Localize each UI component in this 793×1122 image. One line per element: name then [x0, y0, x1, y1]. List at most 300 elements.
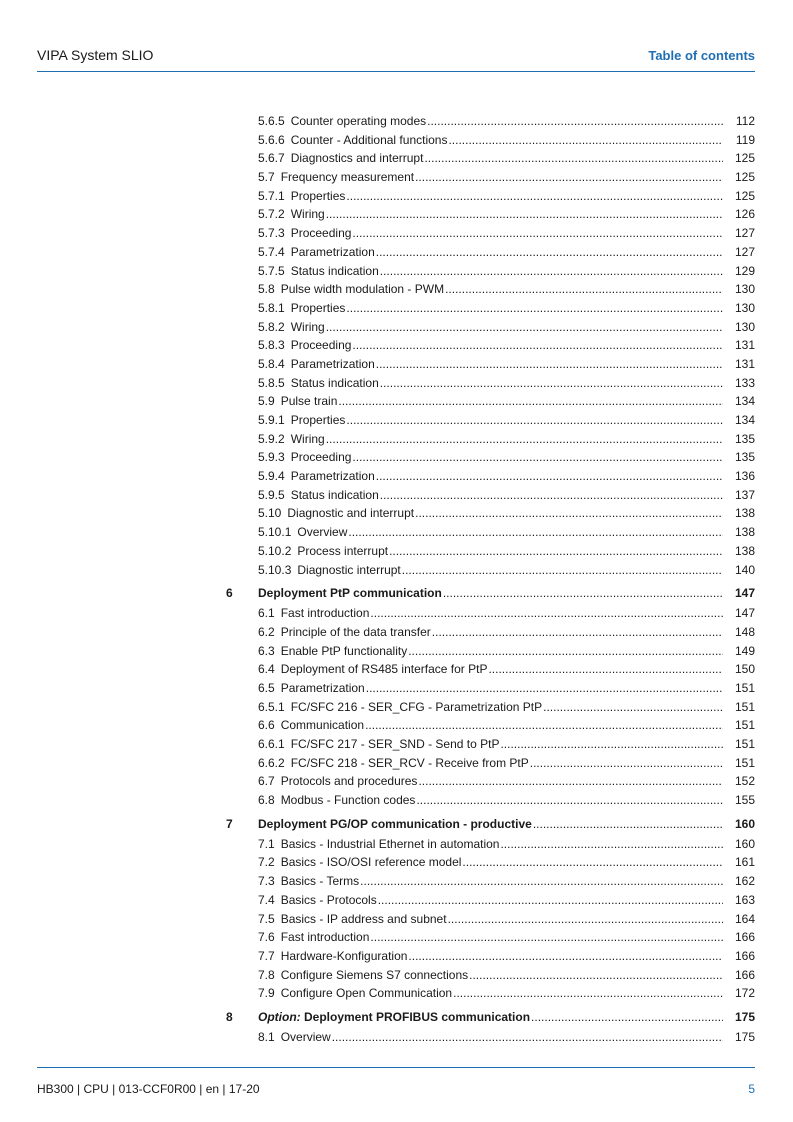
toc-entry-number: 5.10.3: [258, 562, 292, 577]
toc-page-number: 160: [734, 816, 755, 831]
toc-entry-title: [258, 1028, 332, 1047]
toc-entry-title: [258, 966, 469, 985]
toc-entry-title: [258, 486, 380, 505]
toc-entry-number: 6.5: [258, 680, 275, 695]
toc-leader: [258, 430, 723, 449]
toc-entry-title: [258, 205, 326, 224]
toc-entry[interactable]: [0, 392, 793, 411]
toc-entry-text: FC/SFC 217 - SER_SND - Send to PtP: [290, 737, 500, 751]
dot-leader: [469, 966, 723, 985]
toc-entry[interactable]: [0, 623, 793, 642]
toc-leader: [258, 149, 723, 168]
toc-entry[interactable]: [0, 355, 793, 374]
dot-leader: [366, 679, 723, 698]
toc-entry-text: Wiring: [290, 319, 325, 334]
toc-entry[interactable]: [0, 112, 793, 131]
toc-entry-number: 6.2: [258, 624, 275, 639]
dot-leader: [376, 467, 723, 486]
toc-entry-title: [258, 754, 530, 773]
toc-page-number: 147: [734, 606, 755, 621]
toc-entry-number: 6.6.2: [258, 755, 285, 770]
toc-entry-title: [258, 716, 365, 735]
toc-entry-number: 5.7.4: [258, 244, 285, 259]
toc-entry[interactable]: [0, 542, 793, 561]
dot-leader: [530, 754, 723, 773]
toc-chapter-entry[interactable]: [0, 814, 793, 835]
toc-entry[interactable]: [0, 243, 793, 262]
toc-leader: [258, 835, 723, 854]
toc-entry-title: [258, 910, 448, 929]
toc-entry-number: 7.2: [258, 855, 275, 870]
toc-entry-number: 5.8.4: [258, 356, 285, 371]
dot-leader: [543, 698, 723, 717]
toc-entry[interactable]: [0, 149, 793, 168]
toc-entry[interactable]: [0, 642, 793, 661]
toc-entry-title: [258, 814, 533, 835]
toc-entry-title: [258, 623, 432, 642]
toc-entry-title: [258, 318, 326, 337]
toc-entry-number: 5.7.1: [258, 188, 285, 203]
toc-entry-title: [258, 149, 424, 168]
dot-leader: [376, 243, 723, 262]
header-divider: [37, 71, 755, 72]
toc-leader: [258, 791, 723, 810]
dot-leader: [346, 411, 723, 430]
toc-entry-text: Basics - ISO/OSI reference model: [280, 855, 462, 870]
dot-leader: [338, 392, 723, 411]
toc-entry[interactable]: [0, 604, 793, 623]
toc-leader: [258, 772, 723, 791]
toc-page-number: 135: [734, 450, 755, 465]
dot-leader: [380, 262, 723, 281]
toc-leader: [258, 411, 723, 430]
toc-entry[interactable]: [0, 891, 793, 910]
toc-entry-number: 6.3: [258, 643, 275, 658]
toc-entry-title: [258, 872, 360, 891]
toc-entry-number: 5.6.5: [258, 114, 285, 128]
toc-leader: [258, 262, 723, 281]
dot-leader: [448, 131, 723, 150]
dot-leader: [500, 835, 723, 854]
toc-entry-text: Deployment PROFIBUS communication: [304, 1009, 531, 1024]
toc-entry-number: 5.10.1: [258, 525, 292, 540]
toc-entry-title: [258, 131, 448, 150]
toc-entry-number: 7.7: [258, 948, 275, 963]
dot-leader: [326, 430, 723, 449]
toc-entry-text: Status indication: [290, 375, 379, 390]
toc-entry-text: Diagnostic interrupt: [297, 562, 401, 577]
toc-entry-text: Parametrization: [290, 244, 375, 259]
dot-leader: [365, 716, 723, 735]
dot-leader: [488, 660, 723, 679]
toc-page-number: 166: [734, 967, 755, 982]
toc-entry-text: Status indication: [290, 487, 379, 502]
toc-entry-number: 5.7: [258, 170, 275, 185]
dot-leader: [443, 583, 723, 604]
toc-entry-text: Communication: [280, 718, 365, 733]
toc-leader: [258, 947, 723, 966]
dot-leader: [380, 486, 723, 505]
toc-page-number: 162: [734, 874, 755, 889]
toc-entry[interactable]: [0, 835, 793, 854]
toc-entry[interactable]: [0, 467, 793, 486]
toc-entry-text: Deployment PtP communication: [258, 586, 442, 601]
toc-entry-text: FC/SFC 218 - SER_RCV - Receive from PtP: [290, 755, 529, 770]
toc-page-number: 140: [734, 562, 755, 577]
toc-entry-text: Basics - IP address and subnet: [280, 911, 447, 926]
toc-entry-title: [258, 679, 366, 698]
toc-entry[interactable]: [0, 660, 793, 679]
dot-leader: [326, 205, 723, 224]
toc-entry[interactable]: [0, 735, 793, 754]
toc-entry-number: 5.8.1: [258, 300, 285, 315]
toc-entry-title: [258, 660, 488, 679]
toc-entry[interactable]: [0, 318, 793, 337]
toc-entry-number: 5.8.5: [258, 375, 285, 390]
toc-leader: [258, 853, 723, 872]
toc-page-number: 127: [734, 244, 755, 259]
toc-entry-title: [258, 791, 416, 810]
toc-page-number: 131: [734, 356, 755, 371]
toc-entry[interactable]: [0, 984, 793, 1003]
toc-entry-number: 5.9.5: [258, 487, 285, 502]
dot-leader: [448, 910, 723, 929]
toc-page-number: 148: [734, 624, 755, 639]
toc-page-number: 127: [734, 226, 755, 241]
toc-leader: [258, 355, 723, 374]
toc-page-number: 163: [734, 892, 755, 907]
toc-entry-text: Properties: [290, 300, 346, 315]
toc-entry[interactable]: [0, 679, 793, 698]
toc-entry-title: [258, 355, 376, 374]
toc-entry[interactable]: [0, 947, 793, 966]
toc-entry-number: 5.9.4: [258, 469, 285, 484]
toc-page-number: 137: [734, 487, 755, 502]
toc-entry-number: 7.4: [258, 892, 275, 907]
toc-entry-number: 6.6.1: [258, 737, 285, 751]
toc-entry-text: Basics - Protocols: [280, 892, 377, 907]
toc-entry-title: [258, 392, 338, 411]
toc-entry-text: Diagnostics and interrupt: [290, 151, 424, 166]
toc-entry[interactable]: [0, 910, 793, 929]
toc-leader: [258, 280, 723, 299]
toc-page-number: 131: [734, 338, 755, 353]
toc-leader: [258, 698, 723, 717]
dot-leader: [418, 772, 723, 791]
toc-page-number: 147: [734, 586, 755, 601]
toc-entry-text: Basics - Terms: [280, 874, 360, 889]
toc-entry-title: [258, 642, 408, 661]
toc-leader: [258, 131, 723, 150]
toc-page-number: 151: [734, 755, 755, 770]
toc-chapter-number: 8: [226, 1009, 233, 1024]
toc-entry-title: [258, 224, 352, 243]
toc-entry[interactable]: [0, 791, 793, 810]
toc-entry-title: [258, 411, 346, 430]
toc-page-number: 151: [734, 737, 755, 751]
toc-entry-text: Fast introduction: [280, 930, 370, 945]
dot-leader: [370, 604, 723, 623]
toc-entry-text: Configure Open Communication: [280, 986, 453, 1001]
dot-leader: [427, 112, 723, 131]
dot-leader: [346, 187, 723, 206]
toc-page-number: 164: [734, 911, 755, 926]
toc-entry[interactable]: [0, 299, 793, 318]
toc-page-number: 125: [734, 188, 755, 203]
toc-entry-text: Principle of the data transfer: [280, 624, 431, 639]
toc-leader: [258, 814, 723, 835]
toc-entry[interactable]: [0, 374, 793, 393]
toc-entry[interactable]: [0, 504, 793, 523]
toc-entry-number: 5.7.5: [258, 263, 285, 278]
toc-entry-prefix: Option:: [258, 1009, 301, 1024]
toc-entry-number: 5.10: [258, 506, 282, 521]
toc-entry-text: Overview: [280, 1029, 331, 1044]
toc-page-number: 125: [734, 151, 755, 166]
toc-entry[interactable]: [0, 168, 793, 187]
toc-entry[interactable]: [0, 187, 793, 206]
toc-entry-title: [258, 262, 380, 281]
toc-entry-title: [258, 947, 408, 966]
toc-leader: [258, 542, 723, 561]
dot-leader: [408, 947, 723, 966]
toc-entry-text: Deployment of RS485 interface for PtP: [280, 662, 488, 677]
toc-leader: [258, 891, 723, 910]
toc-leader: [258, 735, 723, 754]
toc-entry-text: FC/SFC 216 - SER_CFG - Parametrization PtP: [290, 699, 543, 714]
toc-entry[interactable]: [0, 561, 793, 580]
dot-leader: [380, 374, 723, 393]
toc-entry-title: [258, 698, 543, 717]
toc-entry-title: [258, 735, 500, 754]
toc-entry-number: 5.9.3: [258, 450, 285, 465]
toc-page-number: 133: [734, 375, 755, 390]
toc-page-number: 138: [734, 525, 755, 540]
toc-entry[interactable]: [0, 698, 793, 717]
toc-entry[interactable]: [0, 754, 793, 773]
toc-page-number: 135: [734, 431, 755, 446]
toc-entry-title: [258, 374, 380, 393]
toc-leader: [258, 374, 723, 393]
toc-page-number: 175: [734, 1009, 755, 1024]
toc-entry-text: Parametrization: [290, 356, 375, 371]
footer-doc-id: HB300 | CPU | 013-CCF0R00 | en | 17-20: [37, 1082, 260, 1096]
toc-chapter-number: 6: [226, 586, 233, 601]
toc-entry[interactable]: [0, 966, 793, 985]
toc-page-number: 149: [734, 643, 755, 658]
toc-leader: [258, 910, 723, 929]
toc-entry-title: [258, 187, 346, 206]
toc-entry-title: [258, 504, 415, 523]
toc-page-number: 130: [734, 319, 755, 334]
toc-leader: [258, 583, 723, 604]
toc-leader: [258, 966, 723, 985]
toc-leader: [258, 604, 723, 623]
toc-leader: [258, 205, 723, 224]
toc-entry-number: 5.10.2: [258, 543, 292, 558]
toc-entry-text: Modbus - Function codes: [280, 793, 416, 808]
toc-entry-number: 6.4: [258, 662, 275, 677]
toc-page-number: 119: [735, 132, 755, 147]
dot-leader: [352, 224, 723, 243]
table-of-contents: [0, 112, 793, 1047]
toc-entry-number: 5.8.2: [258, 319, 285, 334]
toc-entry-title: [258, 891, 378, 910]
toc-entry[interactable]: [0, 430, 793, 449]
dot-leader: [415, 168, 723, 187]
toc-page-number: 166: [734, 948, 755, 963]
toc-entry-number: 7.5: [258, 911, 275, 926]
toc-entry-text: Frequency measurement: [280, 170, 415, 185]
toc-entry-number: 6.7: [258, 774, 275, 789]
toc-entry-text: Protocols and procedures: [280, 774, 418, 789]
toc-leader: [258, 716, 723, 735]
toc-entry-text: Parametrization: [290, 469, 375, 484]
toc-entry-text: Counter - Additional functions: [290, 132, 448, 147]
toc-entry-text: Wiring: [290, 207, 325, 222]
toc-entry-title: [258, 448, 352, 467]
footer-page-number: 5: [748, 1082, 755, 1096]
dot-leader: [453, 984, 723, 1003]
toc-entry[interactable]: [0, 336, 793, 355]
toc-entry-text: Process interrupt: [297, 543, 389, 558]
toc-entry-text: Counter operating modes: [290, 114, 427, 128]
toc-entry-number: 5.9.1: [258, 413, 285, 427]
toc-entry[interactable]: [0, 448, 793, 467]
toc-entry-title: [258, 336, 352, 355]
toc-entry-text: Proceeding: [290, 450, 352, 465]
toc-entry-text: Pulse train: [280, 394, 338, 409]
toc-entry[interactable]: [0, 1028, 793, 1047]
toc-entry-number: 5.9.2: [258, 431, 285, 446]
toc-page-number: 126: [734, 207, 755, 222]
toc-leader: [258, 642, 723, 661]
toc-entry[interactable]: [0, 716, 793, 735]
toc-entry-number: 7.6: [258, 930, 275, 945]
toc-entry-text: Basics - Industrial Ethernet in automation: [280, 836, 500, 851]
toc-entry-text: Status indication: [290, 263, 379, 278]
toc-page-number: 136: [734, 469, 755, 484]
toc-leader: [258, 318, 723, 337]
toc-page-number: 112: [735, 114, 755, 128]
toc-page-number: 161: [734, 855, 755, 870]
toc-page-number: 138: [734, 543, 755, 558]
toc-entry-title: [258, 467, 376, 486]
toc-entry-number: 7.3: [258, 874, 275, 889]
toc-entry-text: Parametrization: [280, 680, 365, 695]
toc-leader: [258, 224, 723, 243]
toc-entry[interactable]: [0, 928, 793, 947]
dot-leader: [533, 814, 723, 835]
toc-entry[interactable]: [0, 411, 793, 430]
toc-entry-number: 5.7.2: [258, 207, 285, 222]
toc-leader: [258, 504, 723, 523]
toc-page-number: 130: [734, 282, 755, 297]
toc-entry[interactable]: [0, 224, 793, 243]
toc-entry[interactable]: [0, 131, 793, 150]
toc-entry-title: [258, 542, 389, 561]
dot-leader: [408, 642, 723, 661]
toc-leader: [258, 872, 723, 891]
toc-entry-number: 6.6: [258, 718, 275, 733]
toc-leader: [258, 112, 723, 131]
toc-entry-title: [258, 561, 402, 580]
toc-entry-text: Configure Siemens S7 connections: [280, 967, 469, 982]
toc-entry[interactable]: [0, 486, 793, 505]
toc-entry-text: Proceeding: [290, 338, 352, 353]
toc-entry-text: Properties: [290, 413, 346, 427]
toc-page-number: 160: [734, 836, 755, 851]
toc-leader: [258, 392, 723, 411]
toc-page-number: 134: [734, 413, 755, 427]
toc-page-number: 155: [734, 793, 755, 808]
toc-leader: [258, 984, 723, 1003]
dot-leader: [348, 523, 723, 542]
toc-entry-title: [258, 168, 415, 187]
toc-leader: [258, 486, 723, 505]
toc-entry-number: 5.9: [258, 394, 275, 409]
toc-entry-number: 6.1: [258, 606, 275, 621]
dot-leader: [424, 149, 723, 168]
dot-leader: [352, 448, 723, 467]
toc-entry-title: [258, 280, 445, 299]
toc-leader: [258, 928, 723, 947]
toc-entry-number: 5.6.6: [258, 132, 285, 147]
dot-leader: [360, 872, 723, 891]
toc-entry-title: [258, 430, 326, 449]
toc-entry-title: [258, 583, 443, 604]
dot-leader: [462, 853, 723, 872]
toc-leader: [258, 561, 723, 580]
toc-page-number: 166: [734, 930, 755, 945]
toc-entry[interactable]: [0, 853, 793, 872]
toc-entry[interactable]: [0, 523, 793, 542]
toc-chapter-entry[interactable]: [0, 1007, 793, 1028]
toc-page-number: 175: [734, 1029, 755, 1044]
toc-entry[interactable]: [0, 872, 793, 891]
dot-leader: [378, 891, 723, 910]
toc-entry-number: 6.5.1: [258, 699, 285, 714]
dot-leader: [352, 336, 723, 355]
toc-leader: [258, 243, 723, 262]
toc-entry-number: 5.8.3: [258, 338, 285, 353]
dot-leader: [389, 542, 723, 561]
toc-entry-text: Diagnostic and interrupt: [287, 506, 415, 521]
toc-leader: [258, 623, 723, 642]
dot-leader: [531, 1007, 723, 1028]
toc-entry-title: [258, 1007, 531, 1028]
toc-entry-text: Enable PtP functionality: [280, 643, 408, 658]
toc-entry[interactable]: [0, 205, 793, 224]
dot-leader: [500, 735, 723, 754]
toc-entry[interactable]: [0, 262, 793, 281]
toc-entry-title: [258, 984, 453, 1003]
toc-entry-title: [258, 928, 370, 947]
toc-page-number: 138: [734, 506, 755, 521]
toc-entry-text: Proceeding: [290, 226, 352, 241]
dot-leader: [376, 355, 723, 374]
toc-chapter-entry[interactable]: [0, 583, 793, 604]
toc-entry-title: [258, 523, 348, 542]
toc-entry-number: 8.1: [258, 1029, 275, 1044]
toc-page-number: 130: [734, 300, 755, 315]
toc-entry-title: [258, 299, 346, 318]
toc-entry[interactable]: [0, 280, 793, 299]
toc-leader: [258, 523, 723, 542]
toc-entry-text: Pulse width modulation - PWM: [280, 282, 445, 297]
toc-entry[interactable]: [0, 772, 793, 791]
dot-leader: [370, 928, 723, 947]
